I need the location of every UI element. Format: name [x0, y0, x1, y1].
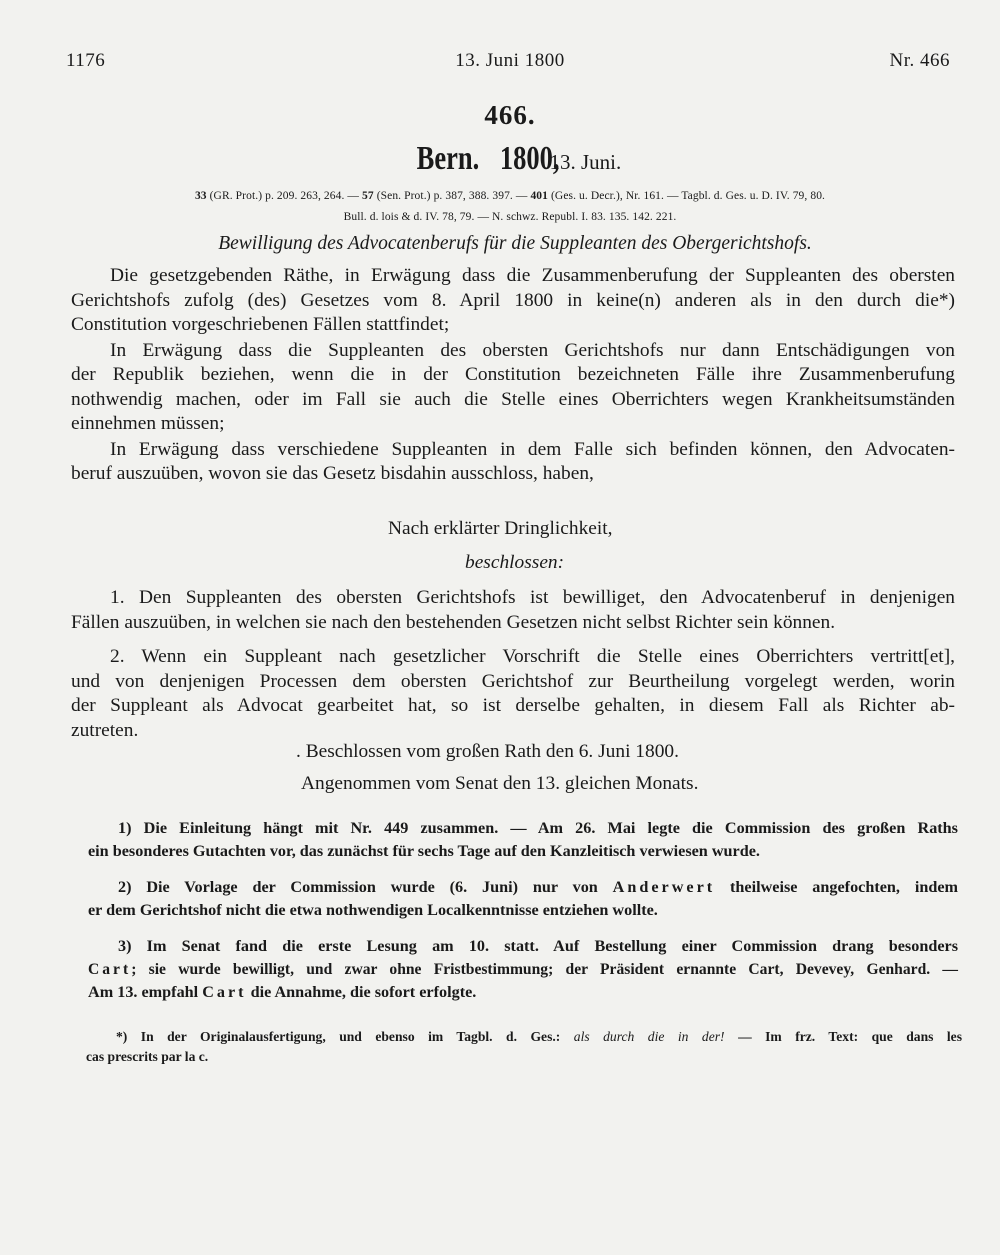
text-line: 2) Die Vorlage der Commission wurde (6. Juni) nur von Anderwert theilweise angefochten, indem [118, 878, 959, 896]
text-line: Am 13. empfahl Cart die Annahme, die sofort erfolgte. [88, 983, 477, 1001]
text-line: zutreten. [71, 719, 139, 741]
text-line: einnehmen müssen; [71, 413, 225, 434]
text-line: Cart; sie wurde bewilligt, und zwar ohne Fristbestimmung; der Präsident ernannte Cart, Devevey, Genhard. — [88, 961, 958, 978]
text-line: er dem Gerichtshof nicht die etwa nothwendigen Localkenntnisse entziehen wollte. [88, 901, 658, 919]
resolved-heading: beschlossen: [465, 552, 565, 573]
text-line: Constitution vorgeschriebenen Fällen stattfindet; [71, 314, 450, 335]
text-line: ein besonderes Gutachten vor, das zunächst für sechs Tage auf den Kanzleitisch verwiesen wurde. [88, 842, 760, 860]
senate-acceptance: Angenommen vom Senat den 13. gleichen Monats. [301, 773, 699, 794]
footnote-line-1 [86, 1027, 962, 1047]
text-line: der Republik beziehen, wenn die in der Constitution bezeichneten Fälle ihre Zusammenberufung [71, 364, 955, 385]
references-line-1 [70, 190, 950, 202]
text-line: Gerichtshofs zufolg (des) Gesetzes vom 8. April 1800 in keine(n) anderen als in den durch die*) [71, 289, 955, 311]
text-line: In Erwägung dass die Suppleanten des obersten Gerichtshofs nur dann Entschädigungen von [110, 339, 955, 361]
text-line: In Erwägung dass verschiedene Suppleanten in dem Falle sich befinden können, den Advocaten- [110, 438, 955, 460]
title-day: 13. Juni. [549, 150, 622, 174]
text-line: 1. Den Suppleanten des obersten Gerichtshofs ist bewilliget, den Advocatenberuf in denjenigen [110, 587, 955, 608]
text-line: 3) Im Senat fand die erste Lesung am 10. statt. Auf Bestellung einer Commission drang besonders [118, 937, 958, 955]
document-subject: Bewilligung des Advocatenberufs für die Suppleanten des Obergerichtshofs. [218, 233, 812, 254]
article-1 [71, 586, 955, 635]
text-line: Die gesetzgebenden Räthe, in Erwägung dass die Zusammenberufung der Suppleanten des obersten [110, 265, 955, 286]
note-3 [88, 935, 958, 1004]
text-line: 1) Die Einleitung hängt mit Nr. 449 zusammen. — Am 26. Mai legte die Commission des großen Raths [118, 819, 958, 837]
articles [71, 586, 955, 743]
running-doc-ref: Nr. 466 [889, 50, 950, 71]
page-number: 1176 [66, 50, 106, 71]
reference-number: 33 [194, 190, 207, 202]
urgency-clause: Nach erklärter Dringlichkeit, [388, 518, 613, 539]
spaced-name: Anderwert [612, 878, 716, 896]
footnote-line-2: cas prescrits par la c. [86, 1049, 209, 1064]
footnote-tail: — Im frz. Text: que dans les [738, 1029, 963, 1044]
footnote-lead: *) In der Originalausfertigung, und ebenso im Tagbl. d. Ges.: [116, 1029, 561, 1044]
references-line-2: Bull. d. lois & d. IV. 78, 79. — N. schwz. Republ. I. 83. 135. 142. 221. [343, 211, 677, 223]
reference-text: (GR. Prot.) p. 209. 263, 264. — [206, 190, 363, 202]
note-1 [88, 817, 958, 863]
reference-number: 57 [362, 190, 374, 202]
spaced-name: Cart [202, 983, 247, 1001]
running-date: 13. Juni 1800 [455, 50, 565, 71]
title-place: Bern. [416, 140, 479, 177]
reference-number: 401 [530, 190, 549, 202]
footnote [86, 1027, 962, 1067]
text-line: und von denjenigen Processen dem obersten Gerichtshof zur Beurtheilung vorgelegt werden, worin [71, 670, 955, 692]
preamble-paragraph [71, 264, 955, 338]
preamble [71, 264, 955, 487]
preamble-paragraph [71, 339, 955, 437]
footnote-quote: als durch die in der! [573, 1029, 725, 1044]
editorial-notes [88, 817, 958, 1004]
text-line: 2. Wenn ein Suppleant nach gesetzlicher Vorschrift die Stelle eines Oberrichters vertritt[et], [110, 646, 955, 667]
great-council-resolution: . Beschlossen vom großen Rath den 6. Juni 1800. [296, 741, 679, 762]
spaced-name: Cart [88, 961, 132, 978]
document-title [0, 140, 1000, 178]
text-line: Fällen auszuüben, in welchen sie nach den bestehenden Gesetzen nicht selbst Richter sein können. [71, 611, 836, 633]
text-line: nothwendig machen, oder im Fall sie auch die Stelle eines Oberrichters wegen Krankheitsumständen [71, 388, 955, 410]
text-line: der Suppleant als Advocat gearbeitet hat, so ist derselbe gehalten, in diesem Fall als Richter ab- [71, 695, 955, 716]
reference-text: (Ges. u. Decr.), Nr. 161. — Tagbl. d. Ges. u. D. IV. 79, 80. [548, 190, 826, 202]
title-year: 1800, [499, 140, 560, 177]
preamble-paragraph [71, 438, 955, 487]
document-number: 466. [484, 100, 536, 130]
reference-text: (Sen. Prot.) p. 387, 388. 397. — [373, 190, 531, 202]
note-2 [88, 876, 958, 922]
article-2 [71, 645, 955, 743]
text-line: beruf auszuüben, wovon sie das Gesetz bisdahin ausschloss, haben, [71, 463, 594, 484]
